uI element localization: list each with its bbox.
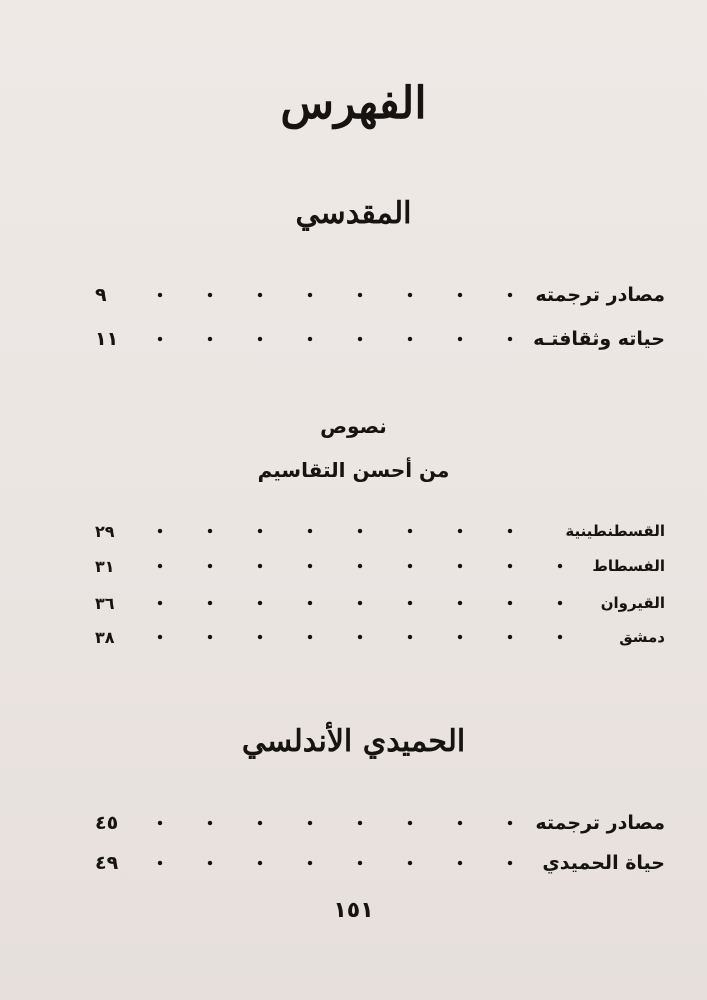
- toc-entry-label: مصادر ترجمته: [535, 812, 665, 834]
- toc-entry-page: ٤٥: [95, 812, 119, 834]
- toc-entry-page: ٢٩: [95, 521, 115, 541]
- section-heading-humaydi: الحميدي الأندلسي: [241, 724, 466, 759]
- toc-entry-page: ٩: [95, 284, 107, 306]
- dot-leader: [135, 562, 578, 570]
- toc-entry-page: ٣٦: [95, 593, 115, 613]
- toc-entry-label: القسطنطينية: [565, 522, 665, 540]
- toc-entry-label: حياته وثقافتـه: [533, 328, 665, 350]
- dot-leader: [135, 527, 551, 535]
- toc-entry: [95, 808, 665, 838]
- dot-leader: [135, 335, 519, 343]
- toc-entry-label: مصادر ترجمته: [535, 284, 665, 306]
- toc-entry-label: حياة الحميدي: [542, 852, 665, 874]
- toc-entry-page: ١١: [95, 328, 119, 350]
- page-title: الفهرس: [280, 78, 427, 129]
- page-number: ١٥١: [333, 898, 374, 923]
- toc-entry: [95, 280, 665, 310]
- texts-subheading: من أحسن التقاسيم: [257, 458, 450, 482]
- dot-leader: [135, 633, 605, 641]
- toc-entry: [95, 622, 665, 652]
- toc-entry: [95, 516, 665, 546]
- section-heading-maqdisi: المقدسي: [295, 196, 412, 231]
- toc-entry: [95, 588, 665, 618]
- toc-entry-label: الفسطاط: [592, 557, 665, 575]
- toc-entry-page: ٤٩: [95, 852, 119, 874]
- texts-heading: نصوص: [320, 414, 387, 438]
- toc-entry: [95, 551, 665, 581]
- toc-entry: [95, 848, 665, 878]
- dot-leader: [135, 599, 587, 607]
- toc-entry: [95, 324, 665, 354]
- dot-leader: [135, 859, 528, 867]
- dot-leader: [135, 819, 521, 827]
- dot-leader: [135, 291, 521, 299]
- toc-entry-page: ٣١: [95, 556, 115, 576]
- toc-entry-page: ٣٨: [95, 627, 115, 647]
- toc-entry-label: القيروان: [600, 594, 665, 612]
- toc-entry-label: دمشق: [619, 628, 665, 646]
